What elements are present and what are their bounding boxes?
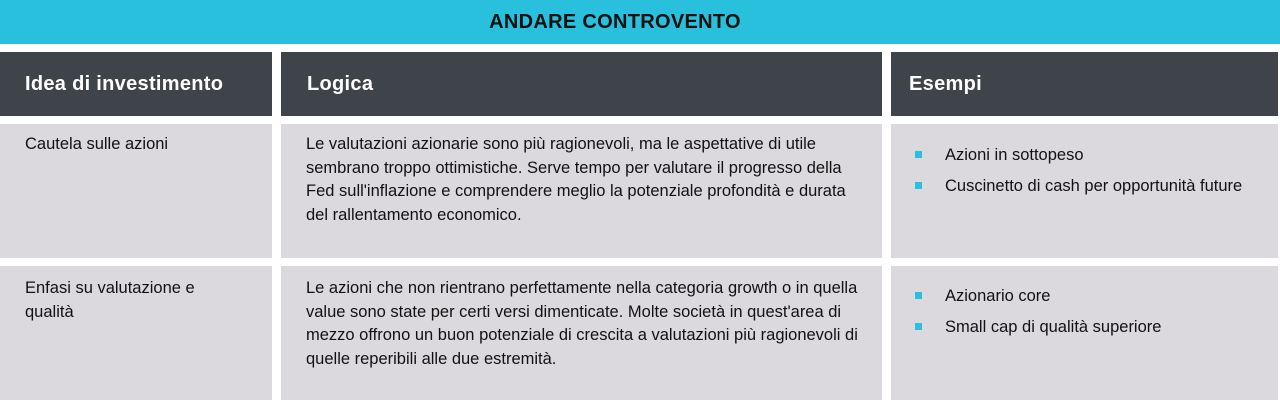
row-2-examples	[891, 266, 1278, 400]
list-item: Small cap di qualità superiore	[915, 316, 1266, 340]
row-2-logic	[281, 266, 882, 400]
header-logic: Logica	[281, 52, 882, 116]
row-1-examples	[891, 124, 1278, 258]
bullet-square-icon	[915, 182, 922, 189]
header-examples: Esempi	[891, 52, 1278, 116]
row-1-idea-text: Cautela sulle azioni	[25, 135, 169, 153]
header-idea: Idea di investimento	[0, 52, 272, 116]
row-2-logic-text: Le azioni che non rientrano perfettamente nella categoria growth o in quella value sono state per certi versi dimenticate. Molte società in quest'area di mezzo offrono un buon potenziale di crescita a valutazioni più ragionevoli di quelle reperibili alle due estremità.	[306, 279, 858, 368]
title-banner	[0, 0, 1280, 44]
row-2-examples-list	[915, 285, 1266, 339]
list-item: Cuscinetto di cash per opportunità future	[915, 175, 1245, 199]
row-2-idea-text: Enfasi su valutazione e qualità	[25, 279, 195, 321]
row-1-logic-text: Le valutazioni azionarie sono più ragionevoli, ma le aspettative di utile sembrano troppo ottimistiche. Serve tempo per valutare il progresso della Fed sull'inflazione e comprendere meglio la potenziale profondità e durata del rallentamento economico.	[306, 135, 846, 224]
bullet-square-icon	[915, 323, 922, 330]
bullet-square-icon	[915, 292, 922, 299]
row-2-idea	[0, 266, 272, 400]
list-item: Azioni in sottopeso	[915, 144, 1266, 168]
row-1-examples-list	[915, 144, 1266, 198]
list-item: Azionario core	[915, 285, 1266, 309]
page-title: ANDARE CONTROVENTO	[489, 10, 741, 33]
row-1-logic	[281, 124, 882, 258]
bullet-square-icon	[915, 151, 922, 158]
row-1-idea	[0, 124, 272, 258]
